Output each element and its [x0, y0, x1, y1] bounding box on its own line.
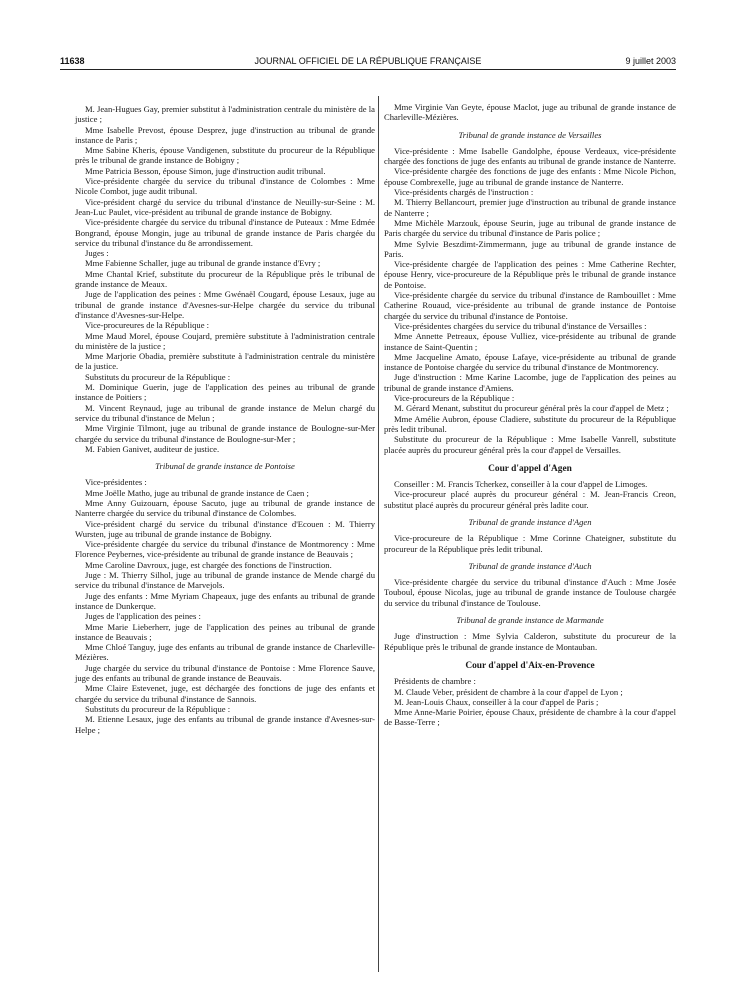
appointment-paragraph: Vice-présidente chargée de l'application des peines : Mme Catherine Rechter, épouse Henry, vice-procureure de la République près le tribunal de grande instance de Pontoise.	[384, 259, 676, 290]
appointment-paragraph: Vice-présidente chargée du service du tribunal d'instance de Puteaux : Mme Edmée Bongrand, épouse Mongin, juge au tribunal de grande instance de Paris chargée du service du tribunal d'instance du 8e arrondissement.	[75, 217, 375, 248]
appointment-paragraph: Mme Caroline Davroux, juge, est chargée des fonctions de l'instruction.	[85, 559, 332, 570]
appointment-paragraph: M. Vincent Reynaud, juge au tribunal de grande instance de Melun chargé du service du tribunal d'instance de Melun ;	[75, 402, 375, 423]
appointment-paragraph: Mme Chantal Krief, substitute du procureur de la République près le tribunal de grande instance de Meaux.	[75, 268, 375, 290]
appointment-paragraph: Juge : M. Thierry Silhol, juge au tribunal de grande instance de Mende chargé du service du tribunal d'instance de Marvejols.	[75, 570, 375, 591]
appointment-paragraph: Mme Marjorie Obadia, première substitute à l'administration centrale du ministère de la justice.	[75, 351, 375, 372]
appointment-paragraph: Vice-procureur placé auprès du procureur général : M. Jean-Francis Creon, substitut placé auprès du procureur général près ladite cour.	[384, 489, 676, 510]
appointment-paragraph: Mme Virginie Van Geyte, épouse Maclot, juge au tribunal de grande instance de Charleville-Mézières.	[384, 102, 676, 123]
appointment-paragraph: M. Fabien Ganivet, auditeur de justice.	[85, 443, 220, 454]
appointment-paragraph: Vice-procureures de la République :	[85, 320, 210, 331]
court-section-heading: Cour d'appel d'Aix-en-Provence	[465, 660, 595, 671]
court-subheading: Tribunal de grande instance de Pontoise	[155, 461, 295, 472]
appointment-paragraph: Mme Joëlle Matho, juge au tribunal de grande instance de Caen ;	[85, 487, 309, 498]
appointment-paragraph: Mme Marie Lieberherr, juge de l'application des peines au tribunal de grande instance de Beauvais ;	[75, 621, 375, 642]
appointment-paragraph: Mme Claire Estevenet, juge, est déchargée des fonctions de juge des enfants et chargée du service du tribunal d'instance de Sannois.	[75, 683, 375, 704]
appointment-paragraph: Juge chargée du service du tribunal d'instance de Pontoise : Mme Florence Sauve, juge des enfants au tribunal de grande instance de Beauvais.	[75, 662, 375, 684]
appointment-paragraph: Présidents de chambre :	[394, 676, 476, 687]
appointment-paragraph: Mme Amélie Aubron, épouse Cladiere, substitute du procureur de la République près ledit tribunal.	[384, 413, 676, 434]
appointment-paragraph: M. Thierry Bellancourt, premier juge d'instruction au tribunal de grande instance de Nanterre ;	[384, 197, 676, 218]
appointment-paragraph: M. Gérard Menant, substitut du procureur général près la cour d'appel de Metz ;	[394, 403, 669, 414]
appointment-paragraph: Juges de l'application des peines :	[85, 611, 201, 622]
appointment-paragraph: Substituts du procureur de la République :	[85, 703, 231, 714]
appointment-paragraph: Conseiller : M. Francis Tcherkez, conseiller à la cour d'appel de Limoges.	[394, 479, 648, 490]
appointment-paragraph: Vice-présidente : Mme Isabelle Gandolphe, épouse Verdeaux, vice-présidente chargée des fonctions de juge des enfants au tribunal de grande instance de Nanterre.	[384, 145, 676, 167]
issue-date: 9 juillet 2003	[625, 56, 676, 66]
appointment-paragraph: Mme Sylvie Beszdimt-Zimmermann, juge au tribunal de grande instance de Paris.	[384, 238, 676, 259]
appointment-paragraph: Juge de l'application des peines : Mme Gwénaël Cougard, épouse Lesaux, juge au tribunal de grande instance d'Avesnes-sur-Helpe chargée du service du tribunal d'instance d'Avesnes-sur-Helpe.	[75, 289, 375, 320]
court-subheading: Tribunal de grande instance d'Auch	[468, 560, 592, 571]
appointment-paragraph: Vice-présidentes :	[85, 477, 147, 488]
appointment-paragraph: Substitute du procureur de la République : Mme Isabelle Vanrell, substitute placée auprès du procureur général près la cour d'appel de Versailles.	[384, 434, 676, 455]
appointment-paragraph: Vice-président chargé du service du tribunal d'instance d'Ecouen : M. Thierry Wursten, juge au tribunal de grande instance de Bobigny.	[75, 518, 375, 539]
appointment-paragraph: Vice-présidente chargée du service du tribunal d'instance de Colombes : Mme Nicole Combot, juge audit tribunal.	[75, 176, 375, 197]
appointment-paragraph: Mme Patricia Besson, épouse Simon, juge d'instruction audit tribunal.	[85, 165, 326, 176]
appointment-paragraph: Mme Annette Petreaux, épouse Vulliez, vice-présidente au tribunal de grande instance de Saint-Quentin ;	[384, 331, 676, 352]
column-divider	[378, 96, 379, 972]
court-subheading: Tribunal de grande instance d'Agen	[468, 516, 592, 527]
appointment-paragraph: Vice-présidents chargés de l'instruction :	[394, 187, 534, 198]
appointment-paragraph: M. Claude Veber, président de chambre à la cour d'appel de Lyon ;	[394, 686, 623, 697]
appointment-paragraph: Vice-présidente chargée du service du tribunal d'instance de Montmorency : Mme Florence Peybernes, vice-présidente au tribunal de grande instance de Beauvais ;	[75, 539, 375, 560]
appointment-paragraph: Substituts du procureur de la République :	[85, 371, 231, 382]
header-rule	[60, 69, 676, 70]
appointment-paragraph: Mme Anny Guizouarn, épouse Sacuto, juge au tribunal de grande instance de Nanterre chargée du service du tribunal d'instance de Colombes.	[75, 497, 375, 519]
page-number: 11638	[60, 56, 85, 66]
court-subheading: Tribunal de grande instance de Marmande	[456, 615, 604, 626]
court-subheading: Tribunal de grande instance de Versailles	[458, 129, 602, 140]
right-column	[384, 102, 676, 728]
journal-title: JOURNAL OFFICIEL DE LA RÉPUBLIQUE FRANÇAISE	[254, 56, 482, 66]
page-header	[60, 56, 676, 70]
appointment-paragraph: Mme Anne-Marie Poirier, épouse Chaux, présidente de chambre à la cour d'appel de Basse-Terre ;	[384, 707, 676, 728]
appointment-paragraph: Mme Fabienne Schaller, juge au tribunal de grande instance d'Evry ;	[85, 258, 321, 269]
appointment-paragraph: M. Jean-Hugues Gay, premier substitut à l'administration centrale du ministère de la justice ;	[75, 104, 375, 125]
appointment-paragraph: Vice-présidente chargée du service du tribunal d'instance de Rambouillet : Mme Catherine Rouaud, vice-présidente au tribunal de grande instance de Pontoise chargée du service du tribunal d'instance de Pontoise.	[384, 290, 676, 321]
appointment-paragraph: Vice-procureure de la République : Mme Corinne Chateigner, substitute du procureur de la République près ledit tribunal.	[384, 533, 676, 554]
appointment-paragraph: M. Jean-Louis Chaux, conseiller à la cour d'appel de Paris ;	[394, 696, 599, 707]
court-section-heading: Cour d'appel d'Agen	[488, 463, 572, 474]
appointment-paragraph: Mme Maud Morel, épouse Coujard, première substitute à l'administration centrale du ministère de la justice ;	[75, 330, 375, 351]
appointment-paragraph: Juge d'instruction : Mme Karine Lacombe, juge de l'application des peines au tribunal de grande instance d'Amiens.	[384, 372, 676, 393]
appointment-paragraph: M. Etienne Lesaux, juge des enfants au tribunal de grande instance d'Avesnes-sur-Helpe ;	[75, 714, 375, 735]
appointment-paragraph: Mme Sabine Kheris, épouse Vandigenen, substitute du procureur de la République près le tribunal de grande instance de Bobigny ;	[75, 145, 375, 166]
appointment-paragraph: Mme Jacqueline Amato, épouse Lafaye, vice-présidente au tribunal de grande instance de Pontoise chargée du service du tribunal d'instance de Montmorency.	[384, 351, 676, 373]
appointment-paragraph: Vice-président chargé du service du tribunal d'instance de Neuilly-sur-Seine : M. Jean-Luc Paulet, vice-président au tribunal de grande instance de Bobigny.	[75, 196, 375, 217]
appointment-paragraph: Vice-procureurs de la République :	[394, 393, 515, 404]
appointment-paragraph: Juge d'instruction : Mme Sylvia Calderon, substitute du procureur de la République près le tribunal de grande instance de Montauban.	[384, 631, 676, 652]
left-column	[75, 104, 375, 735]
appointment-paragraph: Mme Virginie Tilmont, juge au tribunal de grande instance de Boulogne-sur-Mer chargée du service du tribunal d'instance de Boulogne-sur-Mer ;	[75, 423, 375, 444]
appointment-paragraph: Mme Chloé Tanguy, juge des enfants au tribunal de grande instance de Charleville-Mézières.	[75, 642, 375, 663]
appointment-paragraph: Mme Michèle Marzouk, épouse Seurin, juge au tribunal de grande instance de Paris chargée du service du tribunal d'instance de Paris police ;	[384, 217, 676, 239]
appointment-paragraph: Vice-présidente chargée du service du tribunal d'instance d'Auch : Mme Josée Touboul, épouse Nicolas, juge au tribunal de grande instance de Toulouse chargée du service du tribunal d'instance de Toulouse.	[384, 577, 676, 608]
appointment-paragraph: Juge des enfants : Mme Myriam Chapeaux, juge des enfants au tribunal de grande instance de Dunkerque.	[75, 590, 375, 611]
appointment-paragraph: Vice-présidente chargée des fonctions de juge des enfants : Mme Nicole Pichon, épouse Combrexelle, juge au tribunal de grande instance de Nanterre.	[384, 166, 676, 187]
appointment-paragraph: Mme Isabelle Prevost, épouse Desprez, juge d'instruction au tribunal de grande instance de Paris ;	[75, 124, 375, 145]
appointment-paragraph: Vice-présidentes chargées du service du tribunal d'instance de Versailles :	[394, 320, 647, 331]
appointment-paragraph: M. Dominique Guerin, juge de l'application des peines au tribunal de grande instance de Poitiers ;	[75, 382, 375, 403]
appointment-paragraph: Juges :	[85, 248, 109, 259]
